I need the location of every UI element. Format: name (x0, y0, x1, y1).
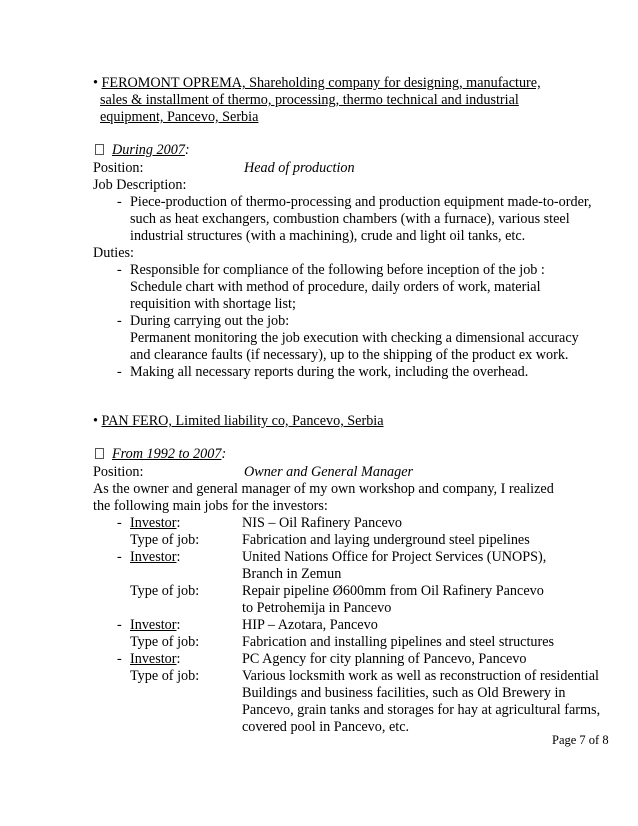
bullet: • (93, 75, 98, 91)
type-value: Pancevo, grain tanks and storages for hay at agricultural farms, (242, 702, 601, 718)
dash: - (117, 262, 122, 278)
type-label: Type of job: (130, 634, 200, 650)
type-value: Repair pipeline Ø600mm from Oil Rafinery Pancevo (242, 583, 544, 599)
investor-name: United Nations Office for Project Services (UNOPS), (242, 549, 547, 565)
duty-line: and clearance faults (if necessary), up to the shipping of the product ex work. (130, 347, 569, 363)
checkbox-glyph-icon (95, 448, 104, 459)
investor-label-text: Investor (130, 515, 177, 531)
investor-name: HIP – Azotara, Pancevo (242, 617, 378, 633)
duty-line: Making all necessary reports during the work, including the overhead. (130, 364, 529, 380)
investor-label-text: Investor (130, 549, 177, 565)
company-name: FEROMONT OPREMA, Shareholding company for designing, manufacture, (101, 75, 541, 91)
position-label: Position: (93, 464, 144, 480)
investor-label (130, 651, 180, 668)
period-line (95, 142, 190, 159)
duty-line: Schedule chart with method of procedure, daily orders of work, material (130, 279, 541, 295)
duty-line: During carrying out the job: (130, 313, 290, 329)
section1-heading-line3: equipment, Pancevo, Serbia (100, 109, 259, 125)
bullet: • (93, 413, 98, 429)
investor-name: NIS – Oil Rafinery Pancevo (242, 515, 402, 531)
investor-colon: : (176, 617, 181, 633)
investor-label (130, 515, 180, 532)
type-value: Fabrication and laying underground steel pipelines (242, 532, 530, 548)
section2-heading (93, 413, 384, 430)
checkbox-glyph-icon (95, 144, 104, 155)
investor-colon: : (176, 651, 181, 667)
period-line (95, 446, 226, 463)
section1-heading-line2: sales & installment of thermo, processing, thermo technical and industrial (100, 92, 519, 108)
type-label: Type of job: (130, 583, 200, 599)
type-value: covered pool in Pancevo, etc. (242, 719, 410, 735)
investor-label-text: Investor (130, 617, 177, 633)
period: During 2007 (112, 142, 185, 158)
investor-label (130, 549, 180, 566)
type-value: Buildings and business facilities, such as Old Brewery in (242, 685, 566, 701)
type-label: Type of job: (130, 668, 200, 684)
duties-label: Duties: (93, 245, 134, 261)
type-label: Type of job: (130, 532, 200, 548)
section1-heading-line1 (93, 75, 541, 92)
type-value: Various locksmith work as well as reconstruction of residential (242, 668, 599, 684)
page-number: Page 7 of 8 (552, 733, 609, 747)
period: From 1992 to 2007 (112, 446, 222, 462)
duty-line: requisition with shortage list; (130, 296, 296, 312)
duty-line: Responsible for compliance of the following before inception of the job : (130, 262, 545, 278)
period-colon: : (184, 142, 190, 158)
investor-label (130, 617, 180, 634)
job-description-label: Job Description: (93, 177, 187, 193)
investor-label-text: Investor (130, 651, 177, 667)
position-value: Head of production (244, 160, 355, 176)
dash: - (117, 617, 122, 633)
dash: - (117, 515, 122, 531)
dash: - (117, 194, 122, 210)
investor-colon: : (176, 515, 181, 531)
type-value: Fabrication and installing pipelines and steel structures (242, 634, 555, 650)
dash: - (117, 364, 122, 380)
period-colon: : (221, 446, 227, 462)
duty-line: Permanent monitoring the job execution with checking a dimensional accuracy (130, 330, 579, 346)
dash: - (117, 651, 122, 667)
type-value: to Petrohemija in Pancevo (242, 600, 392, 616)
job-desc-line: such as heat exchangers, combustion chambers (with a furnace), various steel (130, 211, 570, 227)
intro-line: As the owner and general manager of my own workshop and company, I realized (93, 481, 554, 497)
position-value: Owner and General Manager (244, 464, 414, 480)
investor-colon: : (176, 549, 181, 565)
position-label: Position: (93, 160, 144, 176)
job-desc-line: Piece-production of thermo-processing and production equipment made-to-order, (130, 194, 592, 210)
investor-name: Branch in Zemun (242, 566, 342, 582)
investor-name: PC Agency for city planning of Pancevo, Pancevo (242, 651, 527, 667)
company-name: PAN FERO, Limited liability co, Pancevo, Serbia (101, 413, 384, 429)
job-desc-line: industrial structures (with a machining), crude and light oil tanks, etc. (130, 228, 526, 244)
dash: - (117, 549, 122, 565)
dash: - (117, 313, 122, 329)
intro-line: the following main jobs for the investors: (93, 498, 328, 514)
